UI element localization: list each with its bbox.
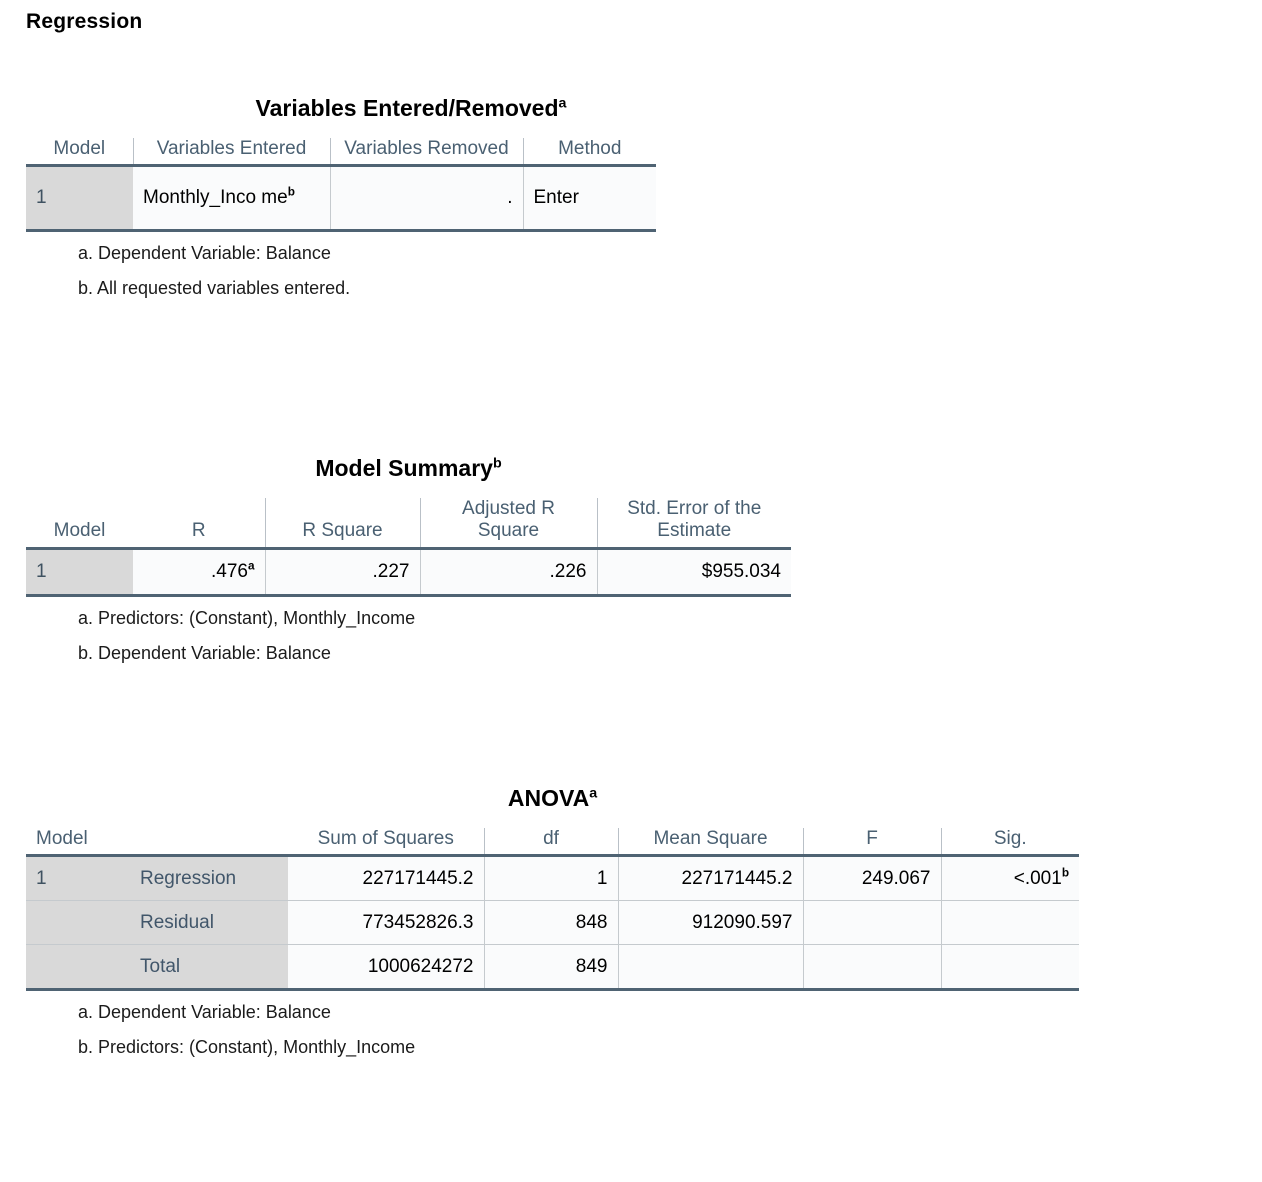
cell-std-error-estimate: $955.034 [597, 548, 791, 595]
footnotes-anova [26, 1002, 1079, 1058]
cell-df: 1 [484, 856, 618, 901]
anova-table-block [26, 785, 1079, 1072]
table-title-superscript: a [589, 785, 598, 802]
column-header-sig: Sig. [941, 828, 1079, 856]
table-title-superscript: b [492, 455, 502, 472]
table-row [26, 856, 1079, 901]
cell-sum-of-squares: 1000624272 [288, 945, 484, 990]
column-header-std-error-estimate: Std. Error of the Estimate [597, 498, 791, 548]
anova-table [26, 828, 1079, 991]
table-title-text: ANOVA [507, 785, 590, 811]
column-header-adjusted-r-square: Adjusted R Square [420, 498, 597, 548]
footnotes-variables-entered-removed [26, 243, 726, 299]
column-header-sum-of-squares: Sum of Squares [288, 828, 484, 856]
cell-sig [941, 856, 1079, 901]
footnote-a: a. Dependent Variable: Balance [78, 1002, 331, 1023]
column-header-mean-square: Mean Square [618, 828, 803, 856]
cell-mean-square [618, 945, 803, 990]
cell-sum-of-squares: 773452826.3 [288, 901, 484, 945]
column-header-model: Model [26, 138, 133, 166]
cell-variables-entered [133, 166, 330, 231]
cell-variables-removed: . [330, 166, 523, 231]
column-header-source [130, 828, 288, 856]
footnote-b: b. Dependent Variable: Balance [78, 642, 331, 663]
cell-variables-entered-superscript: b [287, 186, 295, 200]
variables-entered-removed-table [26, 138, 656, 232]
cell-df: 849 [484, 945, 618, 990]
cell-mean-square: 227171445.2 [618, 856, 803, 901]
column-header-df: df [484, 828, 618, 856]
column-header-model: Model [26, 828, 130, 856]
cell-variables-entered-text: Monthly_Inco me [143, 187, 288, 209]
table-title-model-summary [26, 455, 791, 482]
cell-mean-square: 912090.597 [618, 901, 803, 945]
footnote-b: b. Predictors: (Constant), Monthly_Income [78, 1037, 416, 1058]
variables-entered-removed-table-block [26, 95, 726, 313]
cell-model [26, 945, 130, 990]
cell-r [133, 548, 265, 595]
column-header-variables-removed: Variables Removed [330, 138, 523, 166]
cell-r-square: .227 [265, 548, 420, 595]
model-summary-table-block [26, 455, 791, 678]
cell-sig [941, 945, 1079, 990]
table-row [26, 901, 1079, 945]
table-row [26, 945, 1079, 990]
column-header-model: Model [26, 498, 133, 548]
column-header-r: R [133, 498, 265, 548]
table-title-text: Variables Entered/Removed [255, 95, 559, 121]
cell-sig-superscript: b [1061, 866, 1069, 880]
footnote-a: a. Dependent Variable: Balance [78, 243, 331, 264]
table-row [26, 548, 791, 595]
cell-adjusted-r-square: .226 [420, 548, 597, 595]
cell-source: Regression [130, 856, 288, 901]
model-summary-table [26, 498, 791, 597]
table-row [26, 166, 656, 231]
cell-r-text: .476 [210, 560, 248, 582]
footnote-a: a. Predictors: (Constant), Monthly_Income [78, 607, 416, 628]
footnote-b: b. All requested variables entered. [78, 278, 351, 299]
cell-sig-text: <.001 [1013, 867, 1062, 889]
cell-df: 848 [484, 901, 618, 945]
column-header-variables-entered: Variables Entered [133, 138, 330, 166]
table-header-row [26, 828, 1079, 856]
page-title: Regression [26, 10, 143, 33]
cell-source: Residual [130, 901, 288, 945]
cell-model [26, 901, 130, 945]
cell-method: Enter [523, 166, 656, 231]
cell-model: 1 [26, 166, 133, 231]
cell-f [803, 901, 941, 945]
cell-source: Total [130, 945, 288, 990]
table-title-variables-entered-removed [26, 95, 726, 122]
table-header-row [26, 498, 791, 548]
cell-f: 249.067 [803, 856, 941, 901]
table-title-superscript: a [558, 95, 567, 112]
cell-model: 1 [26, 548, 133, 595]
cell-f [803, 945, 941, 990]
footnotes-model-summary [26, 608, 791, 664]
cell-model: 1 [26, 856, 130, 901]
column-header-f: F [803, 828, 941, 856]
column-header-r-square: R Square [265, 498, 420, 548]
table-header-row [26, 138, 656, 166]
column-header-method: Method [523, 138, 656, 166]
table-title-anova [26, 785, 1079, 812]
cell-sig [941, 901, 1079, 945]
table-title-text: Model Summary [315, 455, 493, 481]
cell-r-superscript: a [247, 559, 255, 573]
cell-sum-of-squares: 227171445.2 [288, 856, 484, 901]
